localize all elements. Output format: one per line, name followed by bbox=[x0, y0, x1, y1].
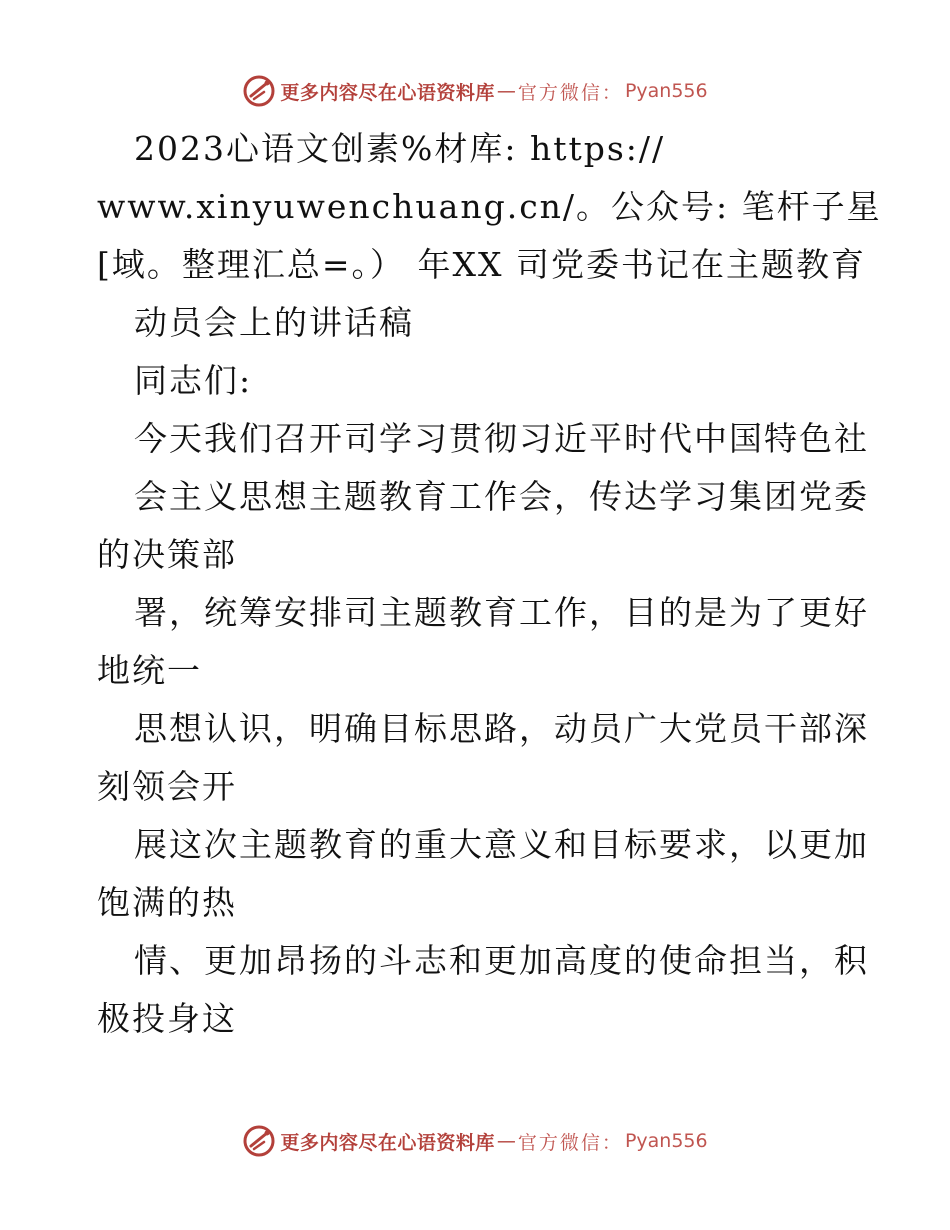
banner-separator: — bbox=[496, 1130, 516, 1152]
banner-wechat-id: Pyan556 bbox=[624, 1130, 708, 1152]
text-line: 署，统筹安排司主题教育工作，目的是为了更好 bbox=[134, 593, 869, 632]
text-line: 饱满的热 bbox=[97, 883, 237, 922]
text-line: 极投身这 bbox=[97, 999, 237, 1038]
footer-watermark-banner bbox=[0, 1121, 950, 1161]
logo-icon bbox=[242, 1124, 276, 1158]
text-line: www.xinyuwenchuang.cn/。公众号: 笔杆子星 bbox=[97, 187, 882, 226]
text-line: 动员会上的讲话稿 bbox=[134, 303, 414, 342]
text-line: 今天我们召开司学习贯彻习近平时代中国特色社 bbox=[134, 419, 869, 458]
banner-wechat-id: Pyan556 bbox=[624, 80, 708, 102]
banner-label: 官方微信： bbox=[517, 81, 623, 104]
banner-main-text: 更多内容尽在心语资料库 bbox=[280, 81, 495, 104]
text-line: 刻领会开 bbox=[97, 767, 237, 806]
text-line: 会主义思想主题教育工作会，传达学习集团党委 bbox=[134, 477, 869, 516]
text-line: 同志们: bbox=[134, 361, 253, 400]
banner-separator: — bbox=[496, 80, 516, 102]
text-line: 情、更加昂扬的斗志和更加高度的使命担当，积 bbox=[134, 941, 869, 980]
text-line: 思想认识，明确目标思路，动员广大党员干部深 bbox=[134, 709, 869, 748]
text-line: 地统一 bbox=[97, 651, 202, 690]
text-line: 展这次主题教育的重大意义和目标要求，以更加 bbox=[134, 825, 869, 864]
text-line: 2023心语文创素%材库: https:// bbox=[134, 129, 666, 168]
logo-icon bbox=[242, 74, 276, 108]
banner-label: 官方微信： bbox=[517, 1131, 623, 1154]
header-watermark-banner bbox=[0, 71, 950, 111]
text-line: 的决策部 bbox=[97, 535, 237, 574]
banner-main-text: 更多内容尽在心语资料库 bbox=[280, 1131, 495, 1154]
text-line: [域。整理汇总=。） 年XX 司党委书记在主题教育 bbox=[97, 245, 866, 284]
